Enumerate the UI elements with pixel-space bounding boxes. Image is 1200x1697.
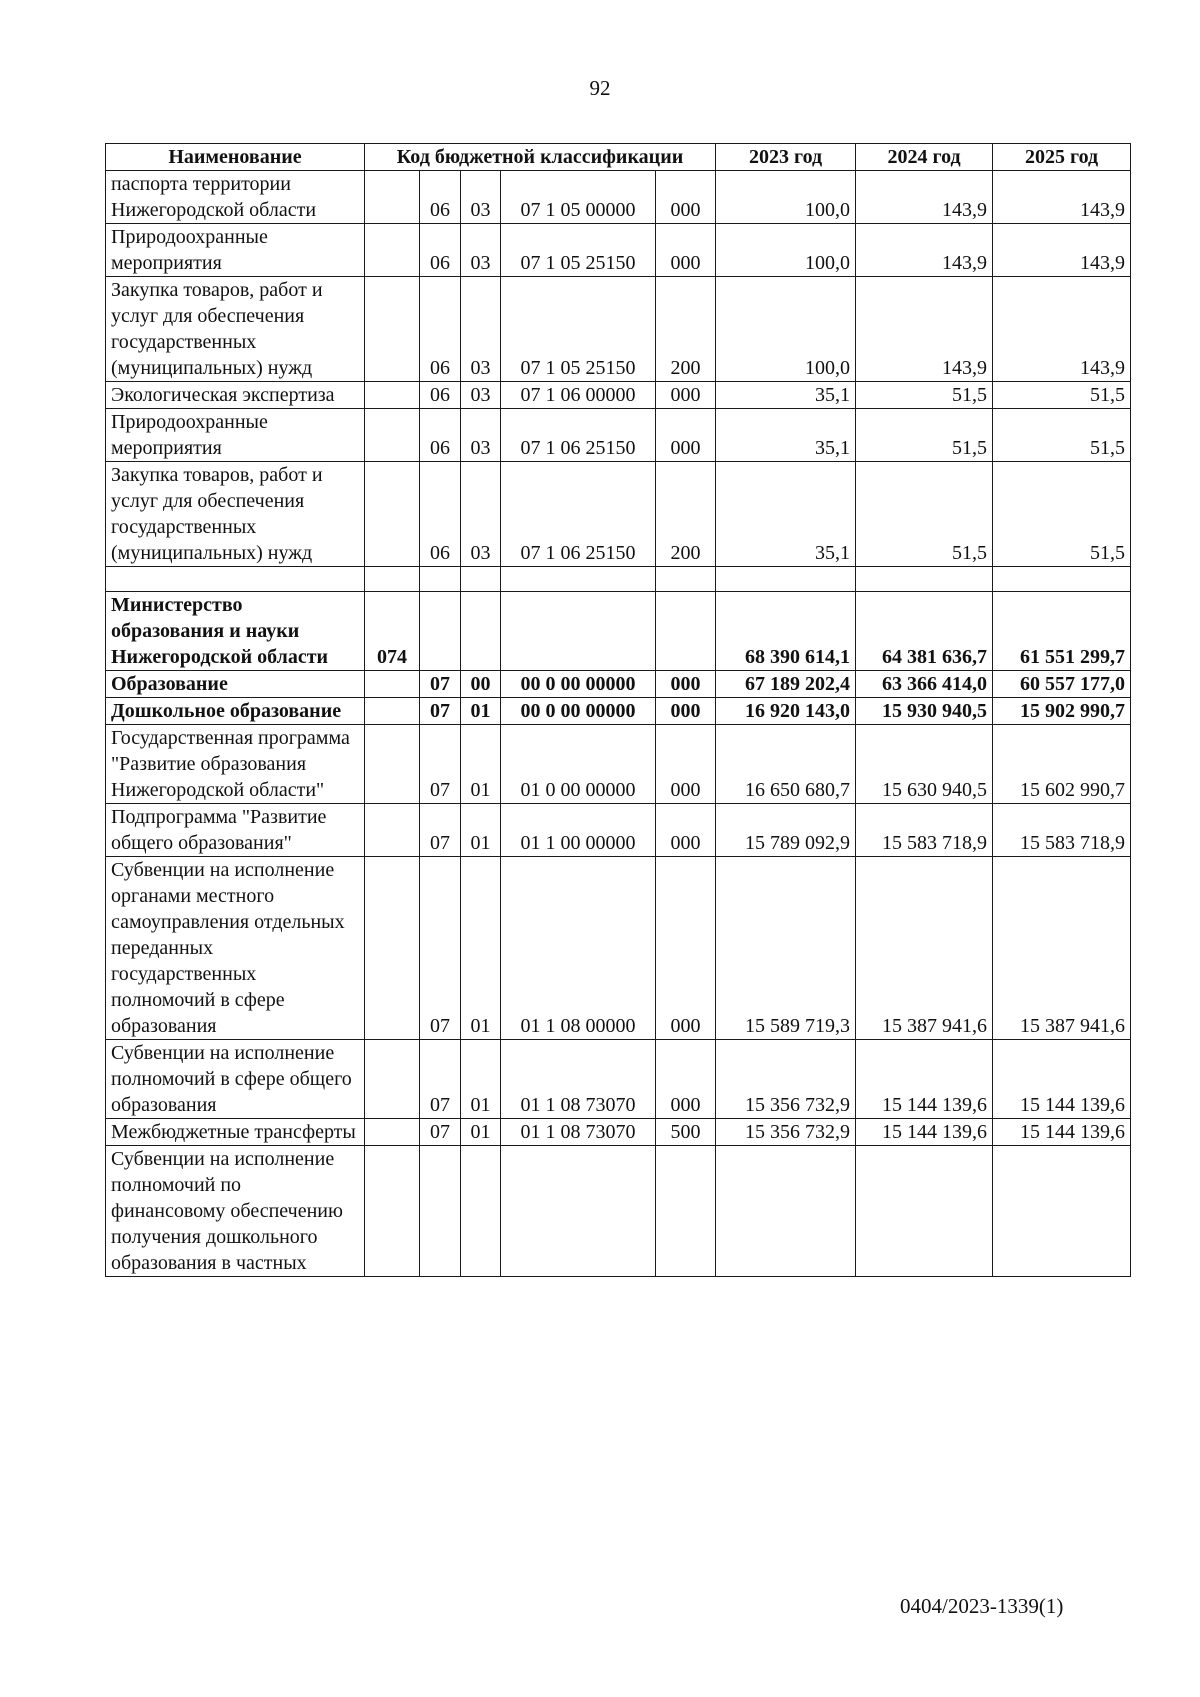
table-row <box>106 857 1131 1040</box>
table-row <box>106 462 1131 567</box>
row-name: паспорта территории Нижегородской области <box>106 171 365 224</box>
empty-cell <box>461 567 501 592</box>
empty-cell <box>106 567 365 592</box>
table-row <box>106 277 1131 382</box>
subsection-code: 03 <box>461 224 501 277</box>
value-2024: 64 381 636,7 <box>856 592 993 671</box>
ved-code <box>365 277 420 382</box>
expense-type-code: 000 <box>656 804 716 857</box>
target-article-code: 07 1 06 00000 <box>501 382 656 409</box>
subsection-code <box>461 592 501 671</box>
target-article-code: 07 1 05 00000 <box>501 171 656 224</box>
row-name: Межбюджетные трансферты <box>106 1119 365 1146</box>
expense-type-code <box>656 592 716 671</box>
table-row <box>106 592 1131 671</box>
target-article-code: 07 1 06 25150 <box>501 409 656 462</box>
budget-table <box>105 143 1131 1277</box>
table-row <box>106 224 1131 277</box>
value-2023: 100,0 <box>716 171 856 224</box>
value-2023: 15 356 732,9 <box>716 1040 856 1119</box>
empty-cell <box>501 567 656 592</box>
subsection-code: 03 <box>461 462 501 567</box>
header-2023: 2023 год <box>716 144 856 171</box>
ved-code <box>365 857 420 1040</box>
value-2024: 15 144 139,6 <box>856 1040 993 1119</box>
value-2025: 143,9 <box>993 224 1131 277</box>
subsection-code: 01 <box>461 857 501 1040</box>
expense-type-code: 000 <box>656 224 716 277</box>
target-article-code <box>501 592 656 671</box>
value-2024: 51,5 <box>856 462 993 567</box>
expense-type-code: 000 <box>656 409 716 462</box>
target-article-code: 01 1 08 73070 <box>501 1119 656 1146</box>
empty-cell <box>656 567 716 592</box>
value-2023: 67 189 202,4 <box>716 671 856 698</box>
table-row <box>106 409 1131 462</box>
target-article-code: 07 1 05 25150 <box>501 277 656 382</box>
value-2025: 15 387 941,6 <box>993 857 1131 1040</box>
expense-type-code: 000 <box>656 857 716 1040</box>
value-2025: 15 144 139,6 <box>993 1040 1131 1119</box>
ved-code <box>365 462 420 567</box>
table-row <box>106 1119 1131 1146</box>
expense-type-code: 000 <box>656 725 716 804</box>
section-code: 07 <box>420 725 461 804</box>
ved-code <box>365 382 420 409</box>
value-2025: 15 144 139,6 <box>993 1119 1131 1146</box>
row-name: Экологическая экспертиза <box>106 382 365 409</box>
value-2025: 60 557 177,0 <box>993 671 1131 698</box>
value-2025: 15 602 990,7 <box>993 725 1131 804</box>
empty-cell <box>365 567 420 592</box>
subsection-code: 00 <box>461 671 501 698</box>
section-code: 07 <box>420 698 461 725</box>
ved-code <box>365 1040 420 1119</box>
header-code: Код бюджетной классификации <box>365 144 716 171</box>
value-2023: 16 650 680,7 <box>716 725 856 804</box>
section-code: 07 <box>420 671 461 698</box>
value-2024: 143,9 <box>856 171 993 224</box>
subsection-code: 03 <box>461 382 501 409</box>
table-row <box>106 671 1131 698</box>
value-2023: 68 390 614,1 <box>716 592 856 671</box>
value-2025: 51,5 <box>993 382 1131 409</box>
expense-type-code: 000 <box>656 671 716 698</box>
expense-type-code <box>656 1146 716 1277</box>
ved-code <box>365 224 420 277</box>
section-code: 07 <box>420 804 461 857</box>
header-2024: 2024 год <box>856 144 993 171</box>
row-name: Закупка товаров, работ и услуг для обеспечения государственных (муниципальных) нужд <box>106 462 365 567</box>
section-code: 06 <box>420 224 461 277</box>
page-number: 92 <box>589 76 611 100</box>
row-name: Образование <box>106 671 365 698</box>
document-code: 0404/2023-1339(1) <box>900 1594 1064 1618</box>
row-name: Закупка товаров, работ и услуг для обеспечения государственных (муниципальных) нужд <box>106 277 365 382</box>
expense-type-code: 000 <box>656 382 716 409</box>
subsection-code: 01 <box>461 698 501 725</box>
spacer-row <box>106 567 1131 592</box>
target-article-code <box>501 1146 656 1277</box>
section-code: 06 <box>420 462 461 567</box>
section-code: 06 <box>420 171 461 224</box>
value-2023: 15 789 092,9 <box>716 804 856 857</box>
value-2024: 15 387 941,6 <box>856 857 993 1040</box>
value-2023: 100,0 <box>716 277 856 382</box>
value-2024: 15 630 940,5 <box>856 725 993 804</box>
expense-type-code: 000 <box>656 171 716 224</box>
subsection-code: 01 <box>461 725 501 804</box>
empty-cell <box>716 567 856 592</box>
value-2024: 51,5 <box>856 382 993 409</box>
table-row <box>106 382 1131 409</box>
value-2025: 15 583 718,9 <box>993 804 1131 857</box>
header-row <box>106 144 1131 171</box>
empty-cell <box>856 567 993 592</box>
table-body <box>106 171 1131 1277</box>
row-name: Субвенции на исполнение полномочий в сфере общего образования <box>106 1040 365 1119</box>
empty-cell <box>420 567 461 592</box>
ved-code <box>365 1146 420 1277</box>
ved-code <box>365 804 420 857</box>
subsection-code: 01 <box>461 1119 501 1146</box>
empty-cell <box>993 567 1131 592</box>
expense-type-code: 000 <box>656 1040 716 1119</box>
table-row <box>106 1040 1131 1119</box>
value-2025: 51,5 <box>993 409 1131 462</box>
value-2025: 15 902 990,7 <box>993 698 1131 725</box>
section-code: 07 <box>420 1119 461 1146</box>
value-2025: 61 551 299,7 <box>993 592 1131 671</box>
value-2023 <box>716 1146 856 1277</box>
ved-code: 074 <box>365 592 420 671</box>
target-article-code: 00 0 00 00000 <box>501 698 656 725</box>
target-article-code: 00 0 00 00000 <box>501 671 656 698</box>
value-2023: 16 920 143,0 <box>716 698 856 725</box>
target-article-code: 07 1 06 25150 <box>501 462 656 567</box>
subsection-code: 01 <box>461 804 501 857</box>
target-article-code: 01 1 08 00000 <box>501 857 656 1040</box>
header-name: Наименование <box>106 144 365 171</box>
section-code: 06 <box>420 277 461 382</box>
value-2023: 100,0 <box>716 224 856 277</box>
section-code: 07 <box>420 1040 461 1119</box>
row-name: Субвенции на исполнение органами местного самоуправления отдельных переданных государственных полномочий в сфере образования <box>106 857 365 1040</box>
value-2024: 143,9 <box>856 224 993 277</box>
value-2023: 15 589 719,3 <box>716 857 856 1040</box>
header-2025: 2025 год <box>993 144 1131 171</box>
target-article-code: 01 1 08 73070 <box>501 1040 656 1119</box>
expense-type-code: 200 <box>656 462 716 567</box>
subsection-code <box>461 1146 501 1277</box>
row-name: Дошкольное образование <box>106 698 365 725</box>
target-article-code: 01 0 00 00000 <box>501 725 656 804</box>
value-2023: 15 356 732,9 <box>716 1119 856 1146</box>
value-2023: 35,1 <box>716 382 856 409</box>
expense-type-code: 500 <box>656 1119 716 1146</box>
section-code: 06 <box>420 409 461 462</box>
value-2023: 35,1 <box>716 409 856 462</box>
expense-type-code: 000 <box>656 698 716 725</box>
expense-type-code: 200 <box>656 277 716 382</box>
table-row <box>106 171 1131 224</box>
value-2025: 51,5 <box>993 462 1131 567</box>
ved-code <box>365 409 420 462</box>
table-row <box>106 698 1131 725</box>
value-2023: 35,1 <box>716 462 856 567</box>
value-2025 <box>993 1146 1131 1277</box>
table-row <box>106 804 1131 857</box>
row-name: Природоохранные мероприятия <box>106 224 365 277</box>
row-name: Природоохранные мероприятия <box>106 409 365 462</box>
value-2024: 15 583 718,9 <box>856 804 993 857</box>
value-2024 <box>856 1146 993 1277</box>
ved-code <box>365 698 420 725</box>
subsection-code: 01 <box>461 1040 501 1119</box>
value-2024: 51,5 <box>856 409 993 462</box>
value-2024: 143,9 <box>856 277 993 382</box>
row-name: Подпрограмма "Развитие общего образования" <box>106 804 365 857</box>
section-code <box>420 592 461 671</box>
ved-code <box>365 671 420 698</box>
table-row <box>106 725 1131 804</box>
ved-code <box>365 725 420 804</box>
row-name: Министерство образования и науки Нижегородской области <box>106 592 365 671</box>
row-name: Государственная программа "Развитие образования Нижегородской области" <box>106 725 365 804</box>
target-article-code: 01 1 00 00000 <box>501 804 656 857</box>
value-2025: 143,9 <box>993 277 1131 382</box>
section-code: 06 <box>420 382 461 409</box>
value-2024: 15 144 139,6 <box>856 1119 993 1146</box>
value-2024: 15 930 940,5 <box>856 698 993 725</box>
value-2024: 63 366 414,0 <box>856 671 993 698</box>
section-code <box>420 1146 461 1277</box>
value-2025: 143,9 <box>993 171 1131 224</box>
subsection-code: 03 <box>461 409 501 462</box>
row-name: Субвенции на исполнение полномочий по финансовому обеспечению получения дошкольного образования в частных <box>106 1146 365 1277</box>
subsection-code: 03 <box>461 171 501 224</box>
section-code: 07 <box>420 857 461 1040</box>
ved-code <box>365 1119 420 1146</box>
table-row <box>106 1146 1131 1277</box>
ved-code <box>365 171 420 224</box>
subsection-code: 03 <box>461 277 501 382</box>
target-article-code: 07 1 05 25150 <box>501 224 656 277</box>
